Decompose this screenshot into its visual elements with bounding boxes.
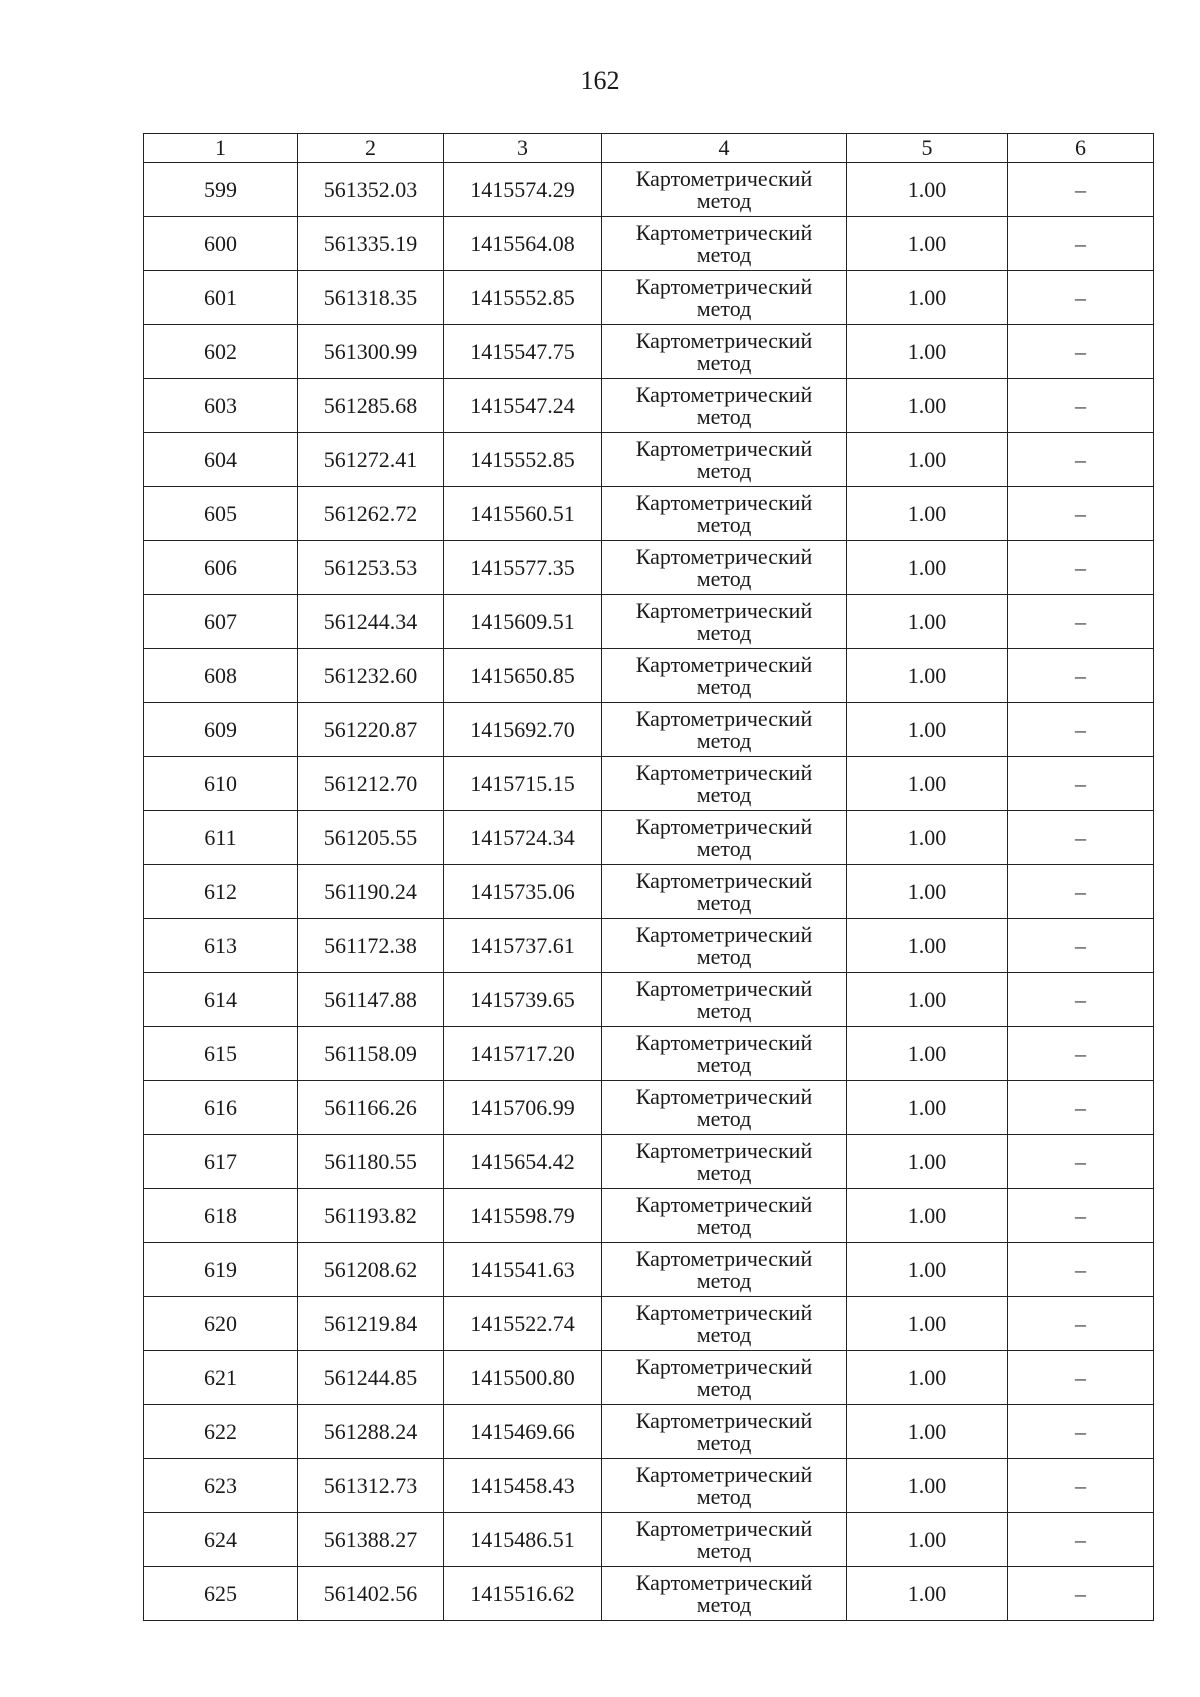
point-number-cell: 619 [144, 1243, 298, 1297]
method-cell [602, 1351, 847, 1405]
x-coordinate-cell: 561180.55 [298, 1135, 444, 1189]
accuracy-cell: 1.00 [847, 1081, 1008, 1135]
note-cell: – [1008, 1459, 1154, 1513]
method-line-1: Картометрический [635, 1029, 813, 1055]
method-line-1: Картометрический [635, 1245, 813, 1271]
accuracy-cell: 1.00 [847, 1189, 1008, 1243]
method-cell [602, 595, 847, 649]
table-row [144, 649, 1154, 703]
accuracy-cell: 1.00 [847, 1567, 1008, 1621]
x-coordinate-cell: 561219.84 [298, 1297, 444, 1351]
note-cell: – [1008, 379, 1154, 433]
table-row [144, 1243, 1154, 1297]
note-cell: – [1008, 163, 1154, 217]
table-body [144, 163, 1154, 1621]
method-line-1: Картометрический [635, 219, 813, 245]
table-row [144, 1405, 1154, 1459]
point-number-cell: 625 [144, 1567, 298, 1621]
table-row [144, 379, 1154, 433]
note-cell: – [1008, 1567, 1154, 1621]
accuracy-cell: 1.00 [847, 649, 1008, 703]
accuracy-cell: 1.00 [847, 811, 1008, 865]
method-cell [602, 1189, 847, 1243]
y-coordinate-cell: 1415564.08 [444, 217, 602, 271]
x-coordinate-cell: 561253.53 [298, 541, 444, 595]
y-coordinate-cell: 1415486.51 [444, 1513, 602, 1567]
method-line-2: метод [696, 1105, 752, 1131]
accuracy-cell: 1.00 [847, 163, 1008, 217]
table-row [144, 811, 1154, 865]
accuracy-cell: 1.00 [847, 433, 1008, 487]
method-cell [602, 217, 847, 271]
accuracy-cell: 1.00 [847, 217, 1008, 271]
method-cell [602, 1027, 847, 1081]
method-line-2: метод [696, 619, 752, 645]
method-line-1: Картометрический [635, 1353, 813, 1379]
note-cell: – [1008, 1513, 1154, 1567]
method-line-2: метод [696, 349, 752, 375]
table-row [144, 757, 1154, 811]
header-row [144, 134, 1154, 163]
method-line-2: метод [696, 565, 752, 591]
method-line-2: метод [696, 403, 752, 429]
method-line-1: Картометрический [635, 489, 813, 515]
point-number-cell: 624 [144, 1513, 298, 1567]
x-coordinate-cell: 561220.87 [298, 703, 444, 757]
note-cell: – [1008, 1135, 1154, 1189]
method-cell [602, 811, 847, 865]
table-row [144, 1027, 1154, 1081]
table-row [144, 487, 1154, 541]
y-coordinate-cell: 1415552.85 [444, 433, 602, 487]
point-number-cell: 622 [144, 1405, 298, 1459]
method-line-1: Картометрический [635, 867, 813, 893]
note-cell: – [1008, 811, 1154, 865]
y-coordinate-cell: 1415735.06 [444, 865, 602, 919]
accuracy-cell: 1.00 [847, 1297, 1008, 1351]
method-line-1: Картометрический [635, 1299, 813, 1325]
method-line-1: Картометрический [635, 327, 813, 353]
point-number-cell: 602 [144, 325, 298, 379]
y-coordinate-cell: 1415724.34 [444, 811, 602, 865]
page-number: 162 [580, 66, 620, 95]
accuracy-cell: 1.00 [847, 703, 1008, 757]
method-line-1: Картометрический [635, 759, 813, 785]
method-cell [602, 1405, 847, 1459]
table-row [144, 865, 1154, 919]
method-line-1: Картометрический [635, 975, 813, 1001]
method-line-1: Картометрический [635, 1083, 813, 1109]
table-row [144, 541, 1154, 595]
method-line-2: метод [696, 1429, 752, 1455]
method-line-1: Картометрический [635, 597, 813, 623]
point-number-cell: 604 [144, 433, 298, 487]
y-coordinate-cell: 1415739.65 [444, 973, 602, 1027]
method-line-2: метод [696, 1375, 752, 1401]
point-number-cell: 601 [144, 271, 298, 325]
y-coordinate-cell: 1415469.66 [444, 1405, 602, 1459]
method-line-2: метод [696, 727, 752, 753]
table-row [144, 271, 1154, 325]
point-number-cell: 616 [144, 1081, 298, 1135]
column-header-5: 5 [847, 134, 1008, 163]
table-row [144, 1459, 1154, 1513]
accuracy-cell: 1.00 [847, 865, 1008, 919]
x-coordinate-cell: 561352.03 [298, 163, 444, 217]
point-number-cell: 617 [144, 1135, 298, 1189]
method-line-2: метод [696, 781, 752, 807]
table-row [144, 595, 1154, 649]
x-coordinate-cell: 561166.26 [298, 1081, 444, 1135]
x-coordinate-cell: 561244.85 [298, 1351, 444, 1405]
point-number-cell: 620 [144, 1297, 298, 1351]
method-cell [602, 703, 847, 757]
note-cell: – [1008, 757, 1154, 811]
note-cell: – [1008, 1189, 1154, 1243]
x-coordinate-cell: 561205.55 [298, 811, 444, 865]
table-row [144, 1081, 1154, 1135]
method-line-2: метод [696, 457, 752, 483]
point-number-cell: 609 [144, 703, 298, 757]
x-coordinate-cell: 561285.68 [298, 379, 444, 433]
x-coordinate-cell: 561208.62 [298, 1243, 444, 1297]
x-coordinate-cell: 561288.24 [298, 1405, 444, 1459]
table-row [144, 703, 1154, 757]
method-line-2: метод [696, 673, 752, 699]
column-header-3: 3 [444, 134, 602, 163]
x-coordinate-cell: 561193.82 [298, 1189, 444, 1243]
method-cell [602, 163, 847, 217]
y-coordinate-cell: 1415737.61 [444, 919, 602, 973]
method-line-2: метод [696, 889, 752, 915]
method-line-1: Картометрический [635, 273, 813, 299]
y-coordinate-cell: 1415598.79 [444, 1189, 602, 1243]
method-line-1: Картометрический [635, 813, 813, 839]
y-coordinate-cell: 1415560.51 [444, 487, 602, 541]
table-row [144, 919, 1154, 973]
accuracy-cell: 1.00 [847, 1027, 1008, 1081]
method-line-2: метод [696, 1591, 752, 1617]
point-number-cell: 610 [144, 757, 298, 811]
point-number-cell: 612 [144, 865, 298, 919]
y-coordinate-cell: 1415609.51 [444, 595, 602, 649]
method-line-1: Картометрический [635, 381, 813, 407]
method-line-2: метод [696, 295, 752, 321]
table-row [144, 973, 1154, 1027]
column-header-2: 2 [298, 134, 444, 163]
table-header [144, 134, 1154, 163]
accuracy-cell: 1.00 [847, 1135, 1008, 1189]
accuracy-cell: 1.00 [847, 1513, 1008, 1567]
method-line-1: Картометрический [635, 543, 813, 569]
y-coordinate-cell: 1415577.35 [444, 541, 602, 595]
method-line-2: метод [696, 1159, 752, 1185]
accuracy-cell: 1.00 [847, 541, 1008, 595]
x-coordinate-cell: 561147.88 [298, 973, 444, 1027]
method-cell [602, 649, 847, 703]
method-line-1: Картометрический [635, 1191, 813, 1217]
method-cell [602, 1513, 847, 1567]
y-coordinate-cell: 1415541.63 [444, 1243, 602, 1297]
accuracy-cell: 1.00 [847, 757, 1008, 811]
note-cell: – [1008, 1351, 1154, 1405]
point-number-cell: 603 [144, 379, 298, 433]
method-cell [602, 973, 847, 1027]
table-row [144, 1351, 1154, 1405]
point-number-cell: 607 [144, 595, 298, 649]
method-line-2: метод [696, 1321, 752, 1347]
accuracy-cell: 1.00 [847, 595, 1008, 649]
method-line-1: Картометрический [635, 1137, 813, 1163]
method-cell [602, 865, 847, 919]
x-coordinate-cell: 561172.38 [298, 919, 444, 973]
note-cell: – [1008, 325, 1154, 379]
point-number-cell: 618 [144, 1189, 298, 1243]
note-cell: – [1008, 973, 1154, 1027]
x-coordinate-cell: 561402.56 [298, 1567, 444, 1621]
accuracy-cell: 1.00 [847, 1243, 1008, 1297]
method-line-2: метод [696, 1267, 752, 1293]
table-row [144, 163, 1154, 217]
note-cell: – [1008, 1297, 1154, 1351]
method-line-2: метод [696, 1537, 752, 1563]
y-coordinate-cell: 1415516.62 [444, 1567, 602, 1621]
method-line-2: метод [696, 511, 752, 537]
accuracy-cell: 1.00 [847, 379, 1008, 433]
y-coordinate-cell: 1415522.74 [444, 1297, 602, 1351]
method-line-2: метод [696, 835, 752, 861]
y-coordinate-cell: 1415552.85 [444, 271, 602, 325]
method-cell [602, 1135, 847, 1189]
point-number-cell: 615 [144, 1027, 298, 1081]
method-cell [602, 325, 847, 379]
method-line-1: Картометрический [635, 165, 813, 191]
method-line-1: Картометрический [635, 1569, 813, 1595]
y-coordinate-cell: 1415500.80 [444, 1351, 602, 1405]
point-number-cell: 613 [144, 919, 298, 973]
method-cell [602, 919, 847, 973]
accuracy-cell: 1.00 [847, 1351, 1008, 1405]
method-line-2: метод [696, 997, 752, 1023]
coordinates-table [143, 133, 1154, 1621]
y-coordinate-cell: 1415706.99 [444, 1081, 602, 1135]
x-coordinate-cell: 561300.99 [298, 325, 444, 379]
method-line-2: метод [696, 1483, 752, 1509]
method-line-1: Картометрический [635, 1515, 813, 1541]
table-row [144, 1297, 1154, 1351]
method-line-2: метод [696, 241, 752, 267]
table-row [144, 1135, 1154, 1189]
method-cell [602, 1243, 847, 1297]
note-cell: – [1008, 919, 1154, 973]
point-number-cell: 623 [144, 1459, 298, 1513]
method-cell [602, 1297, 847, 1351]
accuracy-cell: 1.00 [847, 487, 1008, 541]
method-cell [602, 1567, 847, 1621]
table-row [144, 217, 1154, 271]
method-cell [602, 541, 847, 595]
method-cell [602, 379, 847, 433]
method-line-1: Картометрический [635, 1407, 813, 1433]
note-cell: – [1008, 703, 1154, 757]
y-coordinate-cell: 1415458.43 [444, 1459, 602, 1513]
note-cell: – [1008, 541, 1154, 595]
method-cell [602, 1081, 847, 1135]
x-coordinate-cell: 561388.27 [298, 1513, 444, 1567]
y-coordinate-cell: 1415574.29 [444, 163, 602, 217]
point-number-cell: 606 [144, 541, 298, 595]
y-coordinate-cell: 1415547.24 [444, 379, 602, 433]
note-cell: – [1008, 649, 1154, 703]
accuracy-cell: 1.00 [847, 325, 1008, 379]
x-coordinate-cell: 561212.70 [298, 757, 444, 811]
table-row [144, 433, 1154, 487]
column-header-4: 4 [602, 134, 847, 163]
point-number-cell: 605 [144, 487, 298, 541]
note-cell: – [1008, 1027, 1154, 1081]
y-coordinate-cell: 1415650.85 [444, 649, 602, 703]
method-cell [602, 1459, 847, 1513]
point-number-cell: 611 [144, 811, 298, 865]
column-header-6: 6 [1008, 134, 1154, 163]
method-line-1: Картометрический [635, 705, 813, 731]
x-coordinate-cell: 561244.34 [298, 595, 444, 649]
note-cell: – [1008, 1243, 1154, 1297]
method-line-2: метод [696, 187, 752, 213]
method-cell [602, 757, 847, 811]
note-cell: – [1008, 433, 1154, 487]
note-cell: – [1008, 595, 1154, 649]
point-number-cell: 614 [144, 973, 298, 1027]
column-header-1: 1 [144, 134, 298, 163]
method-line-1: Картометрический [635, 921, 813, 947]
method-line-1: Картометрический [635, 1461, 813, 1487]
table-row [144, 1513, 1154, 1567]
point-number-cell: 600 [144, 217, 298, 271]
point-number-cell: 608 [144, 649, 298, 703]
x-coordinate-cell: 561272.41 [298, 433, 444, 487]
table-row [144, 1567, 1154, 1621]
note-cell: – [1008, 865, 1154, 919]
x-coordinate-cell: 561158.09 [298, 1027, 444, 1081]
accuracy-cell: 1.00 [847, 973, 1008, 1027]
x-coordinate-cell: 561318.35 [298, 271, 444, 325]
table-row [144, 1189, 1154, 1243]
note-cell: – [1008, 1081, 1154, 1135]
point-number-cell: 621 [144, 1351, 298, 1405]
method-line-1: Картометрический [635, 435, 813, 461]
method-cell [602, 487, 847, 541]
y-coordinate-cell: 1415717.20 [444, 1027, 602, 1081]
y-coordinate-cell: 1415715.15 [444, 757, 602, 811]
y-coordinate-cell: 1415547.75 [444, 325, 602, 379]
method-cell [602, 271, 847, 325]
x-coordinate-cell: 561335.19 [298, 217, 444, 271]
note-cell: – [1008, 487, 1154, 541]
table-row [144, 325, 1154, 379]
accuracy-cell: 1.00 [847, 919, 1008, 973]
point-number-cell: 599 [144, 163, 298, 217]
x-coordinate-cell: 561190.24 [298, 865, 444, 919]
accuracy-cell: 1.00 [847, 271, 1008, 325]
method-line-1: Картометрический [635, 651, 813, 677]
method-line-2: метод [696, 943, 752, 969]
method-line-2: метод [696, 1213, 752, 1239]
x-coordinate-cell: 561312.73 [298, 1459, 444, 1513]
note-cell: – [1008, 217, 1154, 271]
y-coordinate-cell: 1415692.70 [444, 703, 602, 757]
note-cell: – [1008, 1405, 1154, 1459]
accuracy-cell: 1.00 [847, 1459, 1008, 1513]
method-line-2: метод [696, 1051, 752, 1077]
x-coordinate-cell: 561232.60 [298, 649, 444, 703]
method-cell [602, 433, 847, 487]
note-cell: – [1008, 271, 1154, 325]
y-coordinate-cell: 1415654.42 [444, 1135, 602, 1189]
x-coordinate-cell: 561262.72 [298, 487, 444, 541]
accuracy-cell: 1.00 [847, 1405, 1008, 1459]
